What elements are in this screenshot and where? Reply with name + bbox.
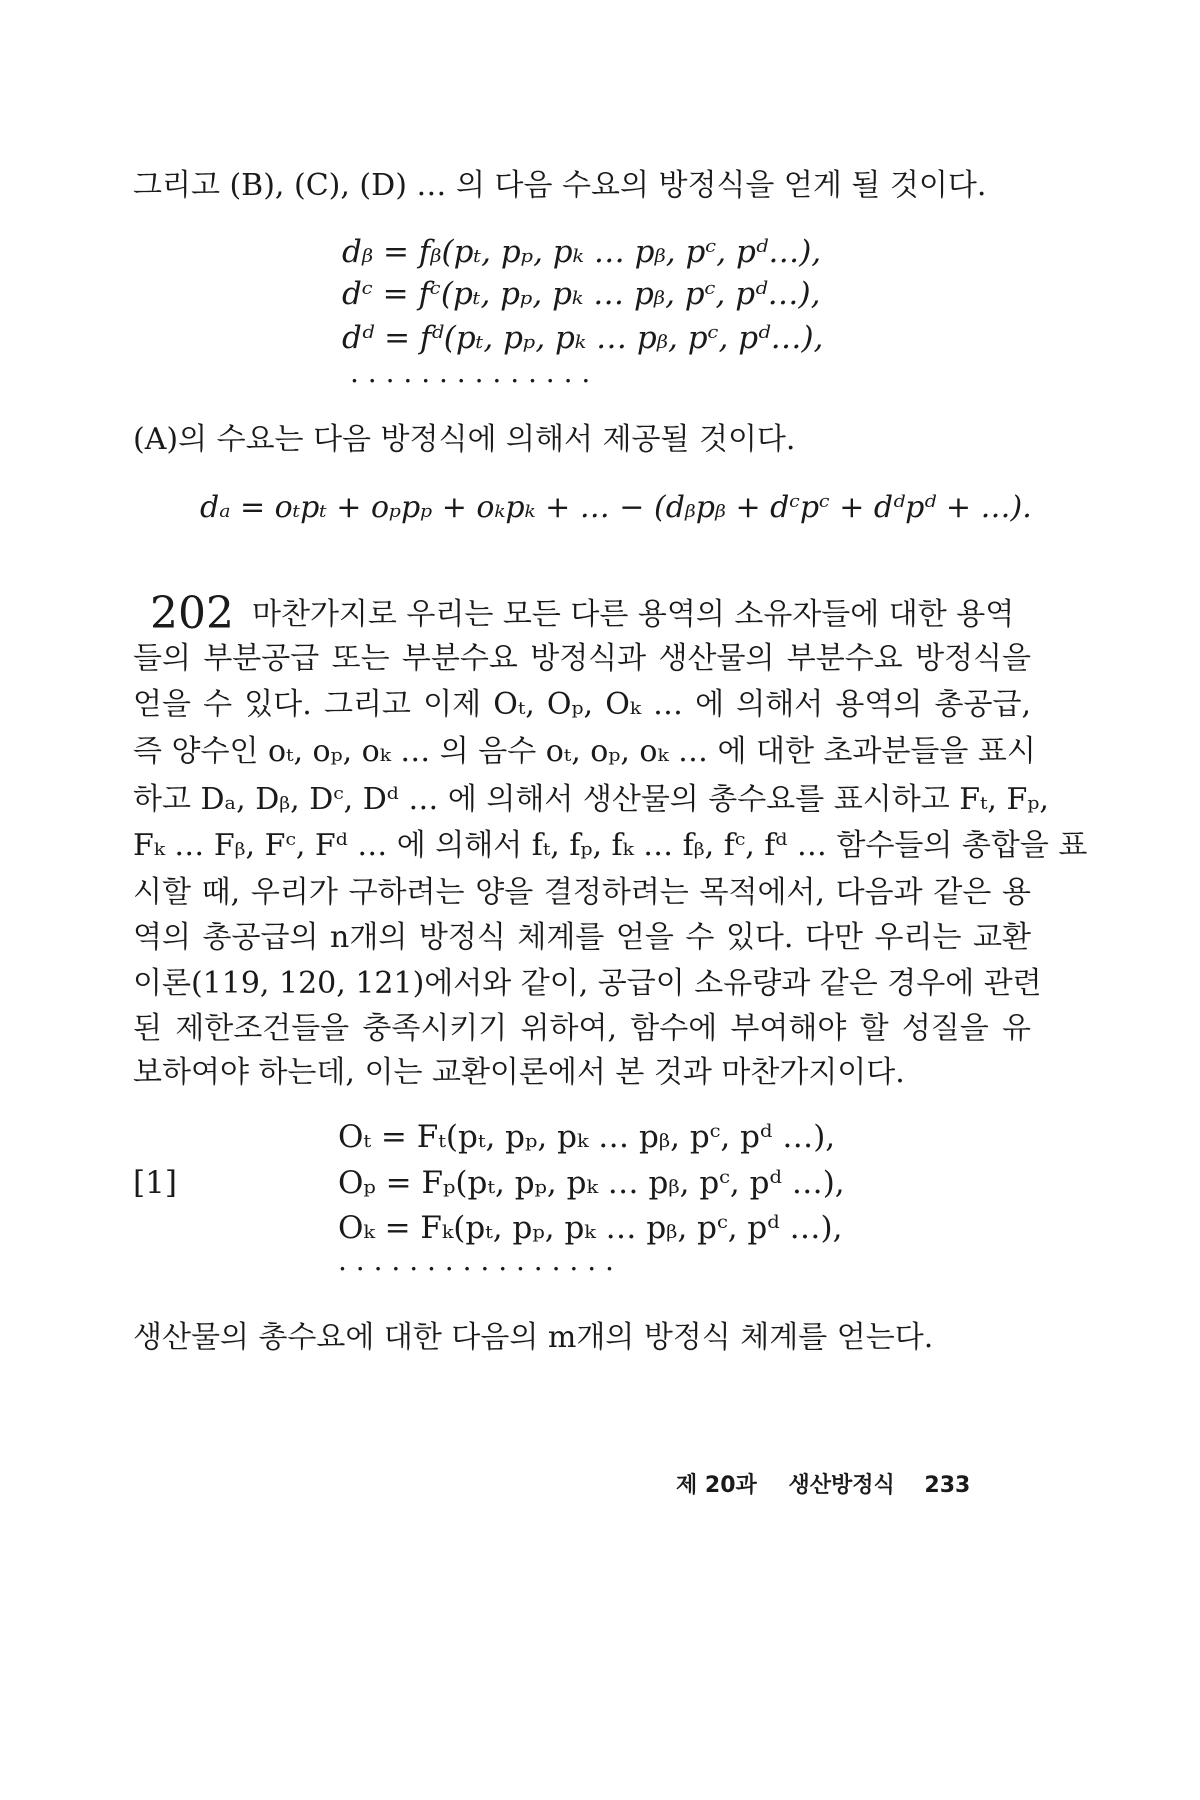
paragraph-line: 들의 부분공급 또는 부분수요 방정식과 생산물의 부분수요 방정식을 <box>133 641 1031 676</box>
paragraph-line: 즉 양수인 oₜ, oₚ, oₖ … 의 음수 oₜ, oₚ, oₖ … 에 대한 초과분들을 표시 <box>133 734 1036 769</box>
chapter-label: 제 20과 <box>676 1473 757 1498</box>
continuation-dots: . . . . . . . . . . . . . . <box>350 356 591 389</box>
paragraph-line: 하고 Dₐ, Dᵦ, Dᶜ, Dᵈ … 에 의해서 생산물의 총수요를 표시하고 Fₜ, Fₚ, <box>133 782 1049 817</box>
paragraph-line: 보하여야 하는데, 이는 교환이론에서 본 것과 마찬가지이다. <box>133 1055 905 1090</box>
a-demand-line: (A)의 수요는 다음 방정식에 의해서 제공될 것이다. <box>133 422 796 457</box>
equation-o-p: Oₚ = Fₚ(pₜ, pₚ, pₖ … pᵦ, pᶜ, pᵈ …), <box>338 1165 845 1201</box>
page-footer <box>676 1468 970 1499</box>
closing-line: 생산물의 총수요에 대한 다음의 m개의 방정식 체계를 얻는다. <box>133 1320 934 1355</box>
paragraph-line: 시할 때, 우리가 구하려는 양을 결정하려는 목적에서, 다음과 같은 용 <box>133 875 1031 910</box>
page-number: 233 <box>924 1473 971 1498</box>
paragraph-line: 이론(119, 120, 121)에서와 같이, 공급이 소유량과 같은 경우에 관련 <box>133 966 1042 1001</box>
section-first-line <box>150 588 1015 639</box>
chapter-title: 생산방정식 <box>788 1473 895 1498</box>
equation-d-d: dᵈ = fᵈ(pₜ, pₚ, pₖ … pᵦ, pᶜ, pᵈ…), <box>342 320 824 356</box>
section-number: 202 <box>150 588 234 639</box>
paragraph-line: 마찬가지로 우리는 모든 다른 용역의 소유자들에 대한 용역 <box>251 597 1015 632</box>
equation-d-b: dᵦ = fᵦ(pₜ, pₚ, pₖ … pᵦ, pᶜ, pᵈ…), <box>342 234 822 270</box>
equation-o-t: Oₜ = Fₜ(pₜ, pₚ, pₖ … pᵦ, pᶜ, pᵈ …), <box>338 1119 836 1155</box>
paragraph-line: 된 제한조건들을 충족시키기 위하여, 함수에 부여해야 할 성질을 유 <box>133 1011 1031 1046</box>
continuation-dots: . . . . . . . . . . . . . . . . <box>338 1244 614 1277</box>
equation-system-label: [1] <box>133 1165 177 1201</box>
intro-line: 그리고 (B), (C), (D) … 의 다음 수요의 방정식을 얻게 될 것이다. <box>133 168 987 203</box>
paragraph-line: 역의 총공급의 n개의 방정식 체계를 얻을 수 있다. 다만 우리는 교환 <box>133 920 1031 955</box>
equation-d-a: dₐ = oₜpₜ + oₚpₚ + oₖpₖ + … − (dᵦpᵦ + dᶜpᶜ + dᵈpᵈ + …). <box>200 490 1032 525</box>
equation-o-k: Oₖ = Fₖ(pₜ, pₚ, pₖ … pᵦ, pᶜ, pᵈ …), <box>338 1210 843 1246</box>
paragraph-line: 얻을 수 있다. 그리고 이제 Oₜ, Oₚ, Oₖ … 에 의해서 용역의 총공급, <box>133 687 1031 722</box>
paragraph-line: Fₖ … Fᵦ, Fᶜ, Fᵈ … 에 의해서 fₜ, fₚ, fₖ … fᵦ, fᶜ, fᵈ … 함수들의 총합을 표 <box>133 828 1088 863</box>
equation-d-c: dᶜ = fᶜ(pₜ, pₚ, pₖ … pᵦ, pᶜ, pᵈ…), <box>342 276 821 312</box>
